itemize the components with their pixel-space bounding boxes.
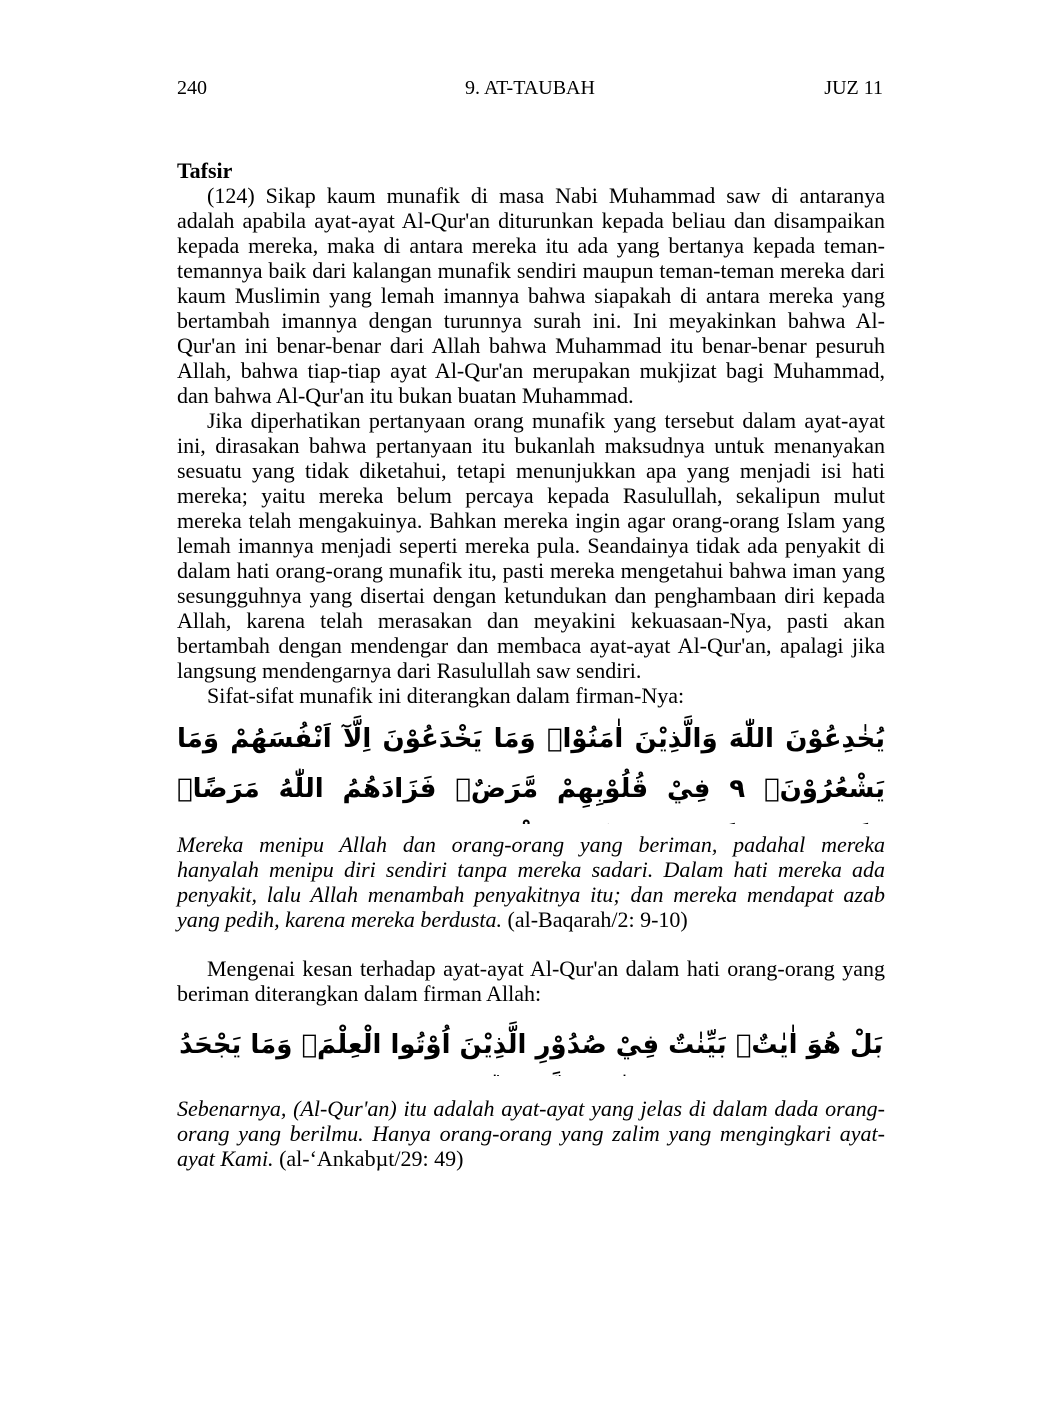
page-body [177, 158, 885, 1171]
section-heading: Tafsir [177, 158, 233, 183]
reference-1: (al-Baqarah/2: 9-10) [507, 907, 688, 932]
translation-2-text: Sebenarnya, (Al-Qur'an) itu adalah ayat-ayat yang jelas di dalam dada orang-orang yang berilmu. Hanya orang-orang yang zalim yang mengingkari ayat-ayat Kami. [177, 1096, 885, 1171]
tafsir-paragraph-2: Jika diperhatikan pertanyaan orang munafik yang tersebut dalam ayat-ayat ini, dirasakan bahwa pertanyaan itu bukanlah maksudnya untuk menanyakan sesuatu yang tidak diketahui, tetapi menunjukkan apa yang menjadi isi hati mereka; yaitu mereka belum percaya kepada Rasulullah, sekalipun mulut mereka telah mengakuinya. Bahkan mereka ingin agar orang-orang Islam yang lemah imannya menjadi seperti mereka pula. Seandainya tidak ada penyakit di dalam hati orang-orang munafik itu, pasti mereka mengetahui bahwa iman yang sesungguhnya yang disertai dengan ketundukan dan penghambaan diri kepada Allah, karena telah merasakan dan meyakini kekuasaan-Nya, pasti akan bertambah dengan mendengar dan membaca ayat-ayat Al-Qur'an, apalagi jika langsung mendengarnya dari Rasulullah saw sendiri. [177, 408, 885, 683]
arabic-verse-1: يُخٰدِعُوْنَ اللّٰهَ وَالَّذِيْنَ اٰمَنُوْاۚ وَمَا يَخْدَعُوْنَ اِلَّآ اَنْفُسَهُمْ وَمَا يَشْعُرُوْنَۗ ٩ فِيْ قُلُوْبِهِمْ مَّرَضٌۙ فَزَادَهُمُ اللّٰهُ مَرَضًاۚ [177, 724, 885, 804]
translation-1-text: Mereka menipu Allah dan orang-orang yang beriman, padahal mereka hanyalah menipu diri sendiri tanpa mereka sadari. Dalam hati mereka ada penyakit, lalu Allah menambah penyakitnya itu; dan mereka mendapat azab yang pedih, karena mereka berdusta. [177, 832, 885, 932]
quote-2-intro: Mengenai kesan terhadap ayat-ayat Al-Qur'an dalam hati orang-orang yang beriman diterangkan dalam firman Allah: [177, 956, 885, 1006]
page-number: 240 [177, 77, 207, 99]
surah-title: 9. AT-TAUBAH [465, 77, 595, 99]
arabic-verse-2: بَلْ هُوَ اٰيٰتٌۢ بَيِّنٰتٌ فِيْ صُدُوْرِ الَّذِيْنَ اُوْتُوا الْعِلْمَۗ وَمَا يَجْحَدُ [179, 1030, 883, 1060]
translation-2 [177, 1096, 885, 1171]
spacer [177, 1076, 885, 1088]
quote-1-intro: Sifat-sifat munafik ini diterangkan dalam firman-Nya: [207, 683, 685, 708]
juz-label: JUZ 11 [824, 77, 883, 99]
reference-2: (al-‘Ankabµt/29: 49) [279, 1146, 464, 1171]
running-header [177, 74, 883, 102]
spacer [177, 932, 885, 956]
translation-1 [177, 832, 885, 932]
tafsir-paragraph-1: (124) Sikap kaum munafik di masa Nabi Muhammad saw di antaranya adalah apabila ayat-ayat Al-Qur'an diturunkan kepada beliau dan disampaikan kepada mereka, maka di antara mereka itu ada yang bertanya kepada teman-temannya baik dari kalangan munafik sendiri maupun teman-teman mereka dari kaum Muslimin yang lemah imannya bahwa siapakah di antara mereka yang bertambah imannya dengan turunnya surah ini. Ini meyakinkan bahwa Al-Qur'an ini benar-benar dari Allah bahwa Muhammad itu benar-benar pesuruh Allah, bahwa tiap-tiap ayat Al-Qur'an merupakan mukjizat bagi Muhammad, dan bahwa Al-Qur'an itu bukan buatan Muhammad. [177, 183, 885, 408]
